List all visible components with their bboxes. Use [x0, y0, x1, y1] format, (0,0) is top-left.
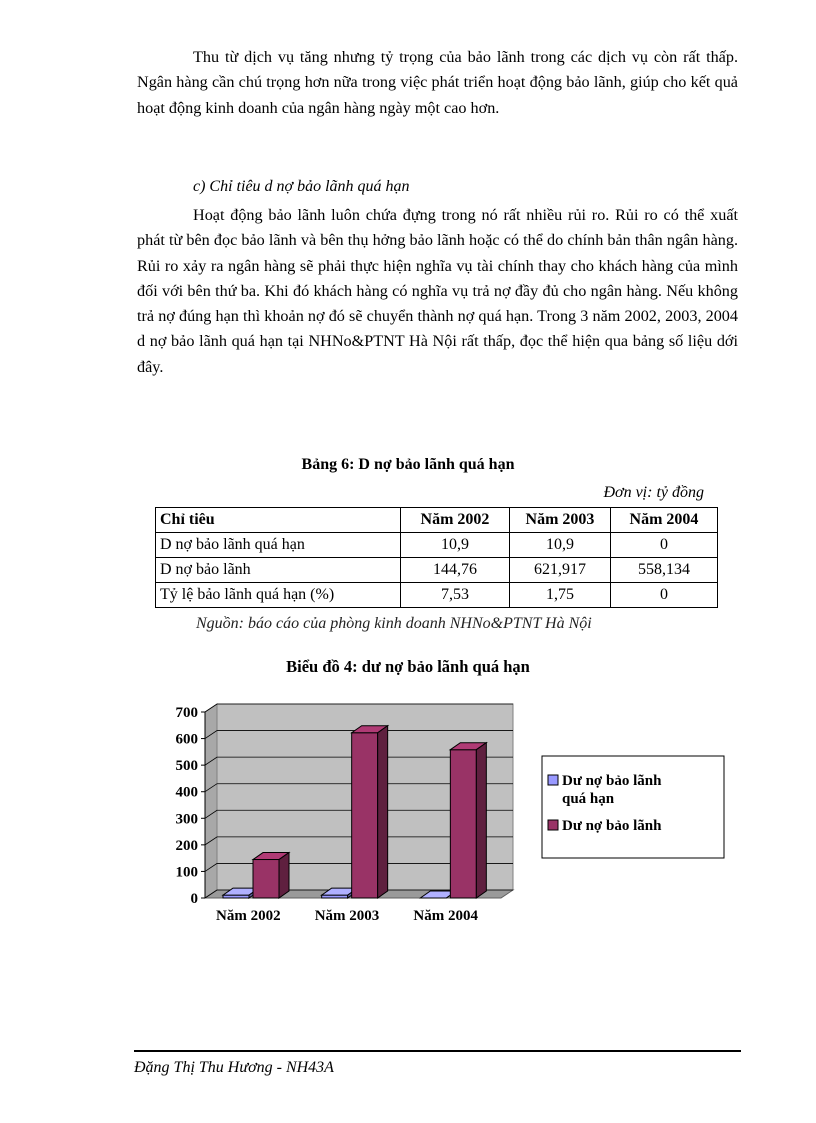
table-cell: 10,9	[510, 533, 611, 558]
header-cell: Năm 2004	[611, 508, 718, 533]
footer-divider	[134, 1050, 741, 1052]
legend-box	[542, 756, 724, 858]
table-cell: 621,917	[510, 558, 611, 583]
header-cell: Chỉ tiêu	[156, 508, 401, 533]
paragraph-intro	[137, 45, 738, 121]
y-tick-label: 300	[175, 811, 198, 828]
y-tick-label: 700	[175, 705, 198, 721]
header-cell: Năm 2002	[401, 508, 510, 533]
table-source: Nguồn: báo cáo của phòng kinh doanh NHNo&PTNT Hà Nội	[196, 615, 592, 632]
legend-swatch	[548, 820, 558, 830]
bar-side	[476, 743, 486, 898]
x-tick-label: Năm 2003	[314, 908, 380, 924]
y-tick-label: 100	[175, 864, 198, 881]
table-cell: 0	[611, 533, 718, 558]
y-tick-label: 500	[175, 758, 198, 775]
bar-front	[352, 733, 378, 898]
table-row	[156, 583, 718, 608]
paragraph-risk	[137, 203, 738, 380]
header-cell: Năm 2003	[510, 508, 611, 533]
table-row	[156, 558, 718, 583]
footer-author: Đặng Thị Thu Hương - NH43A	[134, 1059, 334, 1076]
table-unit: Đơn vị: tỷ đồng	[603, 484, 704, 501]
row-label: D nợ bảo lãnh quá hạn	[156, 533, 401, 558]
table-cell: 1,75	[510, 583, 611, 608]
row-label: D nợ bảo lãnh	[156, 558, 401, 583]
table-cell: 10,9	[401, 533, 510, 558]
bar-side	[378, 726, 388, 898]
table-cell: 144,76	[401, 558, 510, 583]
legend-swatch	[548, 775, 558, 785]
y-tick-label: 400	[175, 784, 198, 801]
bar-front	[450, 750, 476, 898]
table-header-row	[156, 508, 718, 533]
y-tick-label: 600	[175, 731, 198, 748]
table-cell: 7,53	[401, 583, 510, 608]
legend-label: Dư nợ bảo lãnh quá hạn	[562, 773, 662, 807]
section-subheading: c) Chỉ tiêu d nợ bảo lãnh quá hạn	[193, 178, 410, 195]
y-tick-label: 0	[190, 891, 198, 907]
bar-front	[253, 860, 279, 898]
bar-chart	[150, 690, 662, 940]
chart-title: Biểu đồ 4: dư nợ bảo lãnh quá hạn	[286, 657, 530, 676]
data-table	[155, 507, 718, 608]
paragraph-risk-text: Hoạt động bảo lãnh luôn chứa đựng trong nó rất nhiều rủi ro. Rủi ro có thể xuất phát từ bên đọc bảo lãnh và bên thụ hởng bảo lãnh hoặc có thể do chính bản thân ngân hàng. Rủi ro xảy ra ngân hàng sẽ phải thực hiện nghĩa vụ tài chính thay cho khách hàng của mình đối với bên thứ ba. Khi đó khách hàng có nghĩa vụ trả nợ đầy đủ cho ngân hàng. Nếu không trả nợ đúng hạn thì khoản nợ đó sẽ chuyển thành nợ quá hạn. Trong 3 năm 2002, 2003, 2004 d nợ bảo lãnh quá hạn tại NHNo&PTNT Hà Nội rất thấp, đọc thể hiện qua bảng số liệu dới đây.	[137, 206, 738, 376]
table-title: Bảng 6: D nợ bảo lãnh quá hạn	[301, 456, 515, 473]
x-tick-label: Năm 2002	[216, 908, 281, 924]
legend-label: Dư nợ bảo lãnh	[562, 818, 662, 834]
y-tick-label: 200	[175, 837, 198, 854]
x-tick-label: Năm 2004	[413, 908, 478, 924]
table-cell: 0	[611, 583, 718, 608]
bar-side	[279, 853, 289, 898]
paragraph-intro-text: Thu từ dịch vụ tăng nhưng tỷ trọng của bảo lãnh trong các dịch vụ còn rất thấp. Ngân hàng cần chú trọng hơn nữa trong việc phát triển hoạt động bảo lãnh, giúp cho kết quả hoạt động kinh doanh của ngân hàng ngày một cao hơn.	[137, 48, 738, 117]
chart-side-wall	[205, 704, 217, 898]
table-cell: 558,134	[611, 558, 718, 583]
row-label: Tỷ lệ bảo lãnh quá hạn (%)	[156, 583, 401, 608]
table-row	[156, 533, 718, 558]
